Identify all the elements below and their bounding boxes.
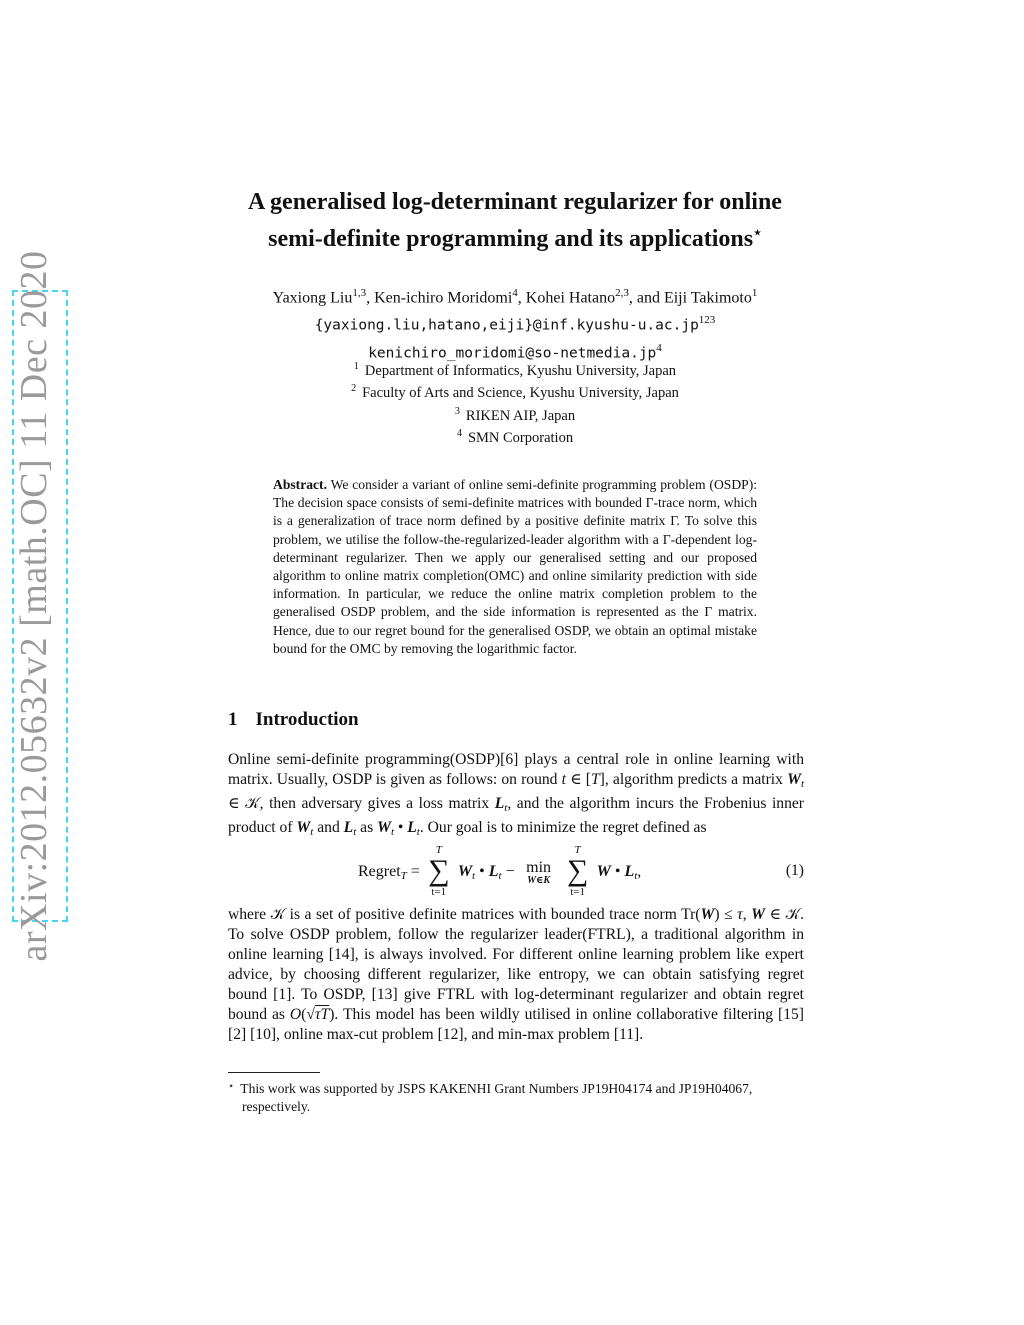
abstract-label: Abstract. (273, 477, 327, 492)
author-separator: , and (628, 289, 664, 307)
text-run: , algorithm predicts a matrix (604, 771, 788, 788)
regret-subscript: T (400, 869, 407, 882)
affiliation (200, 380, 830, 402)
author-sup: 1 (751, 287, 758, 299)
intro-paragraph-1: Online semi-definite programming(OSDP)[6] plays a central role in online learning with matrix. Usually, OSDP is given as follows: on round t ∈ [T], algorithm predicts a matrix $W_t$ ∈ 𝒦, then adversary gives a loss matrix $L_t$, and the algorithm incurs the Frobenius inner product of $W_t$ and $L_t$ as $W_t$ • $L_t$. Our goal is to minimize the regret defined as (228, 751, 805, 838)
intro-paragraph-2: where 𝒦 is a set of positive definite matrices with bounded trace norm Tr(W) ≤ τ, W ∈ 𝒦. To solve OSDP problem, follow the regularizer leader(FTRL), a traditional algorithm in online learning [14], is always involved. For different online learning problem like expert advice, by choosing different regularizer, like entropy, we can obtain satisfying regret bound [1]. To OSDP, [13] give FTRL with log-determinant regularizer and obtain regret bound as O(√τT). This model has been wildly utilised in online collaborative filtering [15] [2] [10], online max-cut problem [12], and min-max problem [11]. (228, 906, 804, 1043)
footnote-mark: ⋆ (228, 1081, 235, 1092)
affiliations (200, 358, 830, 447)
author-sup: 1,3 (352, 287, 367, 299)
affiliation (200, 358, 830, 380)
title-line-2 (200, 218, 830, 255)
abstract-text: We consider a variant of online semi-definite programming problem (OSDP): The decision space consists of semi-definite matrices with bounded Γ-trace norm, which is a generalization of trace norm defined by a positive definite matrix Γ. To solve this problem, we utilise the follow-the-regularized-leader algorithm with a Γ-dependent log-determinant regularizer. Then we apply our generalised setting and our proposed algorithm to online matrix completion(OMC) and online similarity prediction with side information. In particular, we reduce the online matrix completion problem to the generalised OSDP problem, and the side information is represented as the Γ matrix. Hence, due to our regret bound for the generalised OSDP, we obtain an optimal mistake bound for the OMC by removing the logarithmic factor. (273, 477, 758, 656)
summation-2: T ∑ t=1 (563, 848, 593, 896)
text-run: as (356, 819, 378, 836)
email-sup: 123 (698, 314, 716, 327)
title-line-1: A generalised log-determinant regularizer for online (248, 189, 782, 215)
affiliation-number: 2 (351, 383, 357, 395)
equation-number: (1) (785, 862, 804, 879)
author-email[interactable]: {yaxiong.liu,hatano,eiji}@inf.kyushu-u.ac.jp (314, 317, 699, 334)
text-run: is a set of positive definite matrices with bounded trace norm (285, 906, 682, 923)
summation-1: T ∑ t=1 (424, 848, 454, 896)
section-number: 1 (228, 709, 238, 730)
text-run: . This model has been wildly utilised in online collaborative filtering [15] [2] [10], online max-cut problem [12], and min-max problem [11]. (228, 1006, 804, 1043)
affiliation-text: Faculty of Arts and Science, Kyushu University, Japan (362, 385, 679, 402)
author-separator: , (517, 289, 526, 307)
affiliation-number: 4 (456, 427, 462, 439)
text-run: Online semi-definite programming(OSDP)[6] plays a central role in online learning with matrix. Usually, OSDP is given as follows: on round (228, 751, 804, 788)
email-sup: 4 (656, 341, 662, 354)
affiliation-number: 1 (353, 361, 359, 372)
sum-upper: T (574, 844, 581, 856)
sum-lower: t=1 (431, 886, 447, 898)
text-run: , and the algorithm incurs the Frobenius inner product of (228, 795, 804, 836)
text-run: . To solve OSDP problem, follow the regularizer leader(FTRL), a traditional algorithm in online learning [14], is always involved. For different online learning problem like expert advice, by choosing different regularizer, like entropy, we can obtain satisfying regret bound [1]. To OSDP, [13] give FTRL with log-determinant regularizer and obtain regret bound as (228, 906, 804, 1023)
author-sup: 2,3 (615, 287, 629, 299)
min-operator (519, 859, 559, 886)
text-run: and (313, 819, 344, 836)
footnote (228, 1078, 804, 1116)
regret-label: Regret (358, 862, 401, 880)
equation-body: Regret$_T$ = T ∑ t=1 $W_t$ • $L_t$ − min W∈K T ∑ t=1 W • $L_t$, (358, 844, 642, 898)
author-block (200, 282, 830, 364)
author-name: Kohei Hatano (525, 289, 616, 307)
affiliation-number: 3 (454, 405, 460, 417)
text-run: where (228, 906, 271, 923)
title-footnote-mark: ⋆ (753, 226, 762, 241)
author-sup: 4 (512, 287, 518, 299)
equation-1 (228, 844, 804, 900)
arxiv-identifier[interactable]: arXiv:2012.05632v2 [math.OC] 11 Dec 2020 (13, 250, 55, 962)
min-label: min (526, 858, 552, 876)
author-email[interactable]: kenichiro_moridomi@so-netmedia.jp (368, 344, 657, 361)
text-run: , then adversary gives a loss matrix (259, 795, 495, 812)
affiliation (200, 425, 830, 447)
text-run: . Our goal is to minimize the regret defined as (419, 819, 707, 836)
affiliation-text: Department of Informatics, Kyushu University, Japan (364, 362, 677, 379)
sum-lower: t=1 (570, 886, 585, 898)
paper-title (200, 186, 830, 255)
abstract (273, 476, 757, 658)
section-title: Introduction (255, 709, 359, 730)
footnote-continuation: respectively. (242, 1099, 311, 1114)
title-line-2-text: semi-definite programming and its applications (268, 226, 754, 252)
author-names (200, 282, 830, 309)
email-line-1 (200, 309, 830, 336)
min-under: W∈K (527, 874, 551, 886)
sum-upper: T (435, 844, 442, 856)
author-name: Yaxiong Liu (272, 289, 353, 307)
section-heading (228, 709, 359, 731)
author-name: Ken-ichiro Moridomi (374, 289, 513, 307)
footnote-rule (228, 1072, 320, 1073)
affiliation (200, 403, 830, 425)
author-name: Eiji Takimoto (663, 289, 752, 307)
affiliation-text: RIKEN AIP, Japan (465, 407, 576, 424)
footnote-text: This work was supported by JSPS KAKENHI Grant Numbers JP19H04174 and JP19H04067, (240, 1081, 753, 1096)
affiliation-text: SMN Corporation (467, 429, 574, 446)
author-separator: , (366, 289, 375, 307)
